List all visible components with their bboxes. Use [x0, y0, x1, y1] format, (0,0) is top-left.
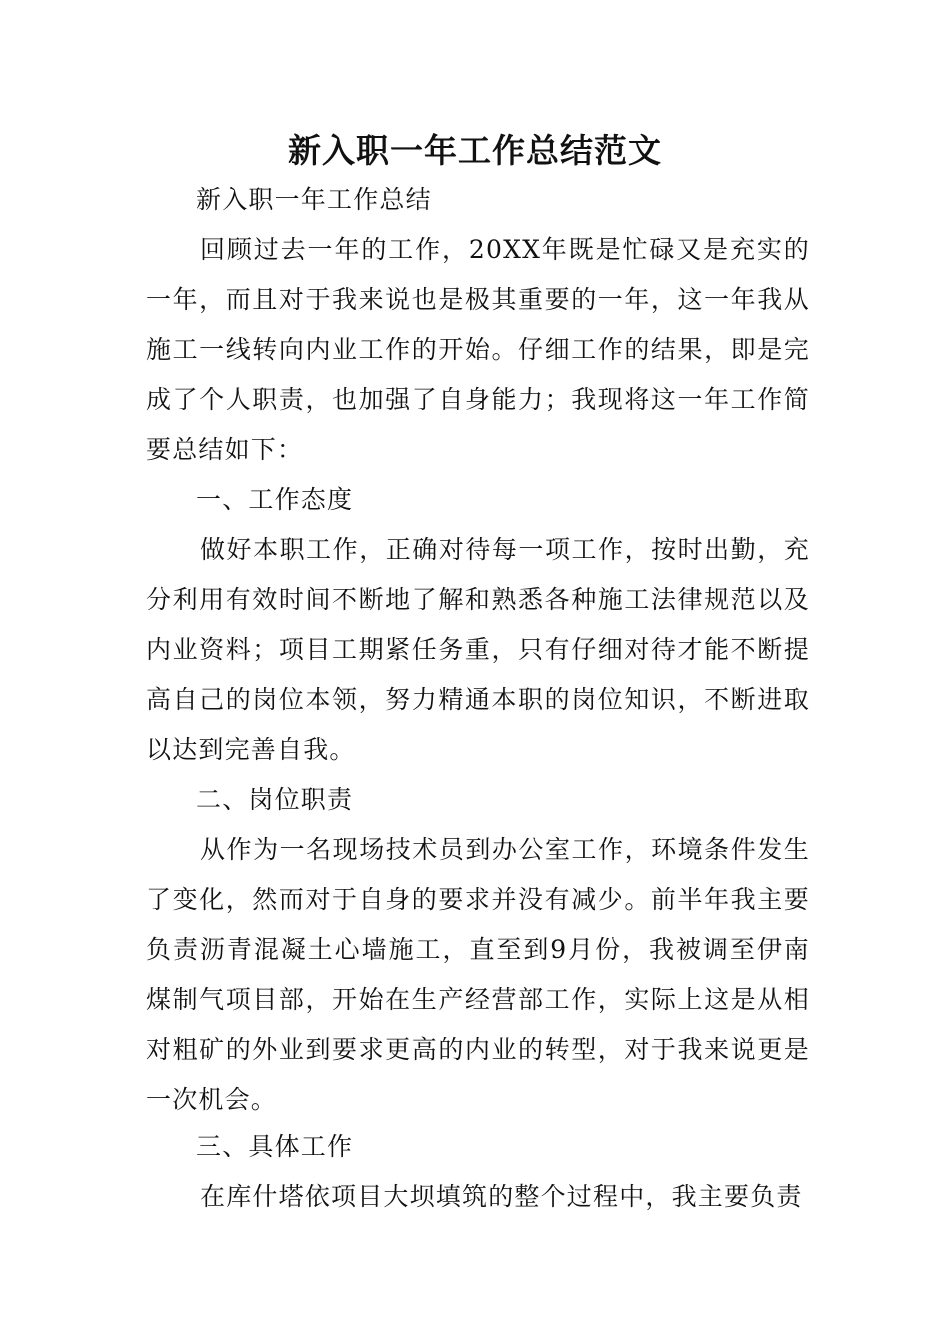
section-heading-specific-work: 三、具体工作: [196, 1132, 354, 1161]
intro-paragraph: 回顾过去一年的工作，20XX年既是忙碌又是充实的一年，而且对于我来说也是极其重要的一年，这一年我从施工一线转向内业工作的开始。仔细工作的结果，即是完成了个人职责，也加强了自身能力；我现将这一年工作简要总结如下：: [146, 235, 810, 464]
document-subtitle: 新入职一年工作总结: [196, 185, 432, 214]
section-body-duties: 从作为一名现场技术员到办公室工作，环境条件发生了变化，然而对于自身的要求并没有减少。前半年我主要负责沥青混凝土心墙施工，直至到9月份，我被调至伊南煤制气项目部，开始在生产经营部工作，实际上这是从相对粗矿的外业到要求更高的内业的转型，对于我来说更是一次机会。: [146, 835, 810, 1114]
section-body-specific-work: 在库什塔依项目大坝填筑的整个过程中，我主要负责: [200, 1182, 803, 1211]
document-title: 新入职一年工作总结范文: [288, 131, 662, 170]
section-body-attitude: 做好本职工作，正确对待每一项工作，按时出勤，充分利用有效时间不断地了解和熟悉各种施工法律规范以及内业资料；项目工期紧任务重，只有仔细对待才能不断提高自己的岗位本领，努力精通本职的岗位知识，不断进取以达到完善自我。: [146, 535, 810, 764]
section-heading-attitude: 一、工作态度: [196, 485, 354, 514]
section-heading-duties: 二、岗位职责: [196, 785, 354, 814]
